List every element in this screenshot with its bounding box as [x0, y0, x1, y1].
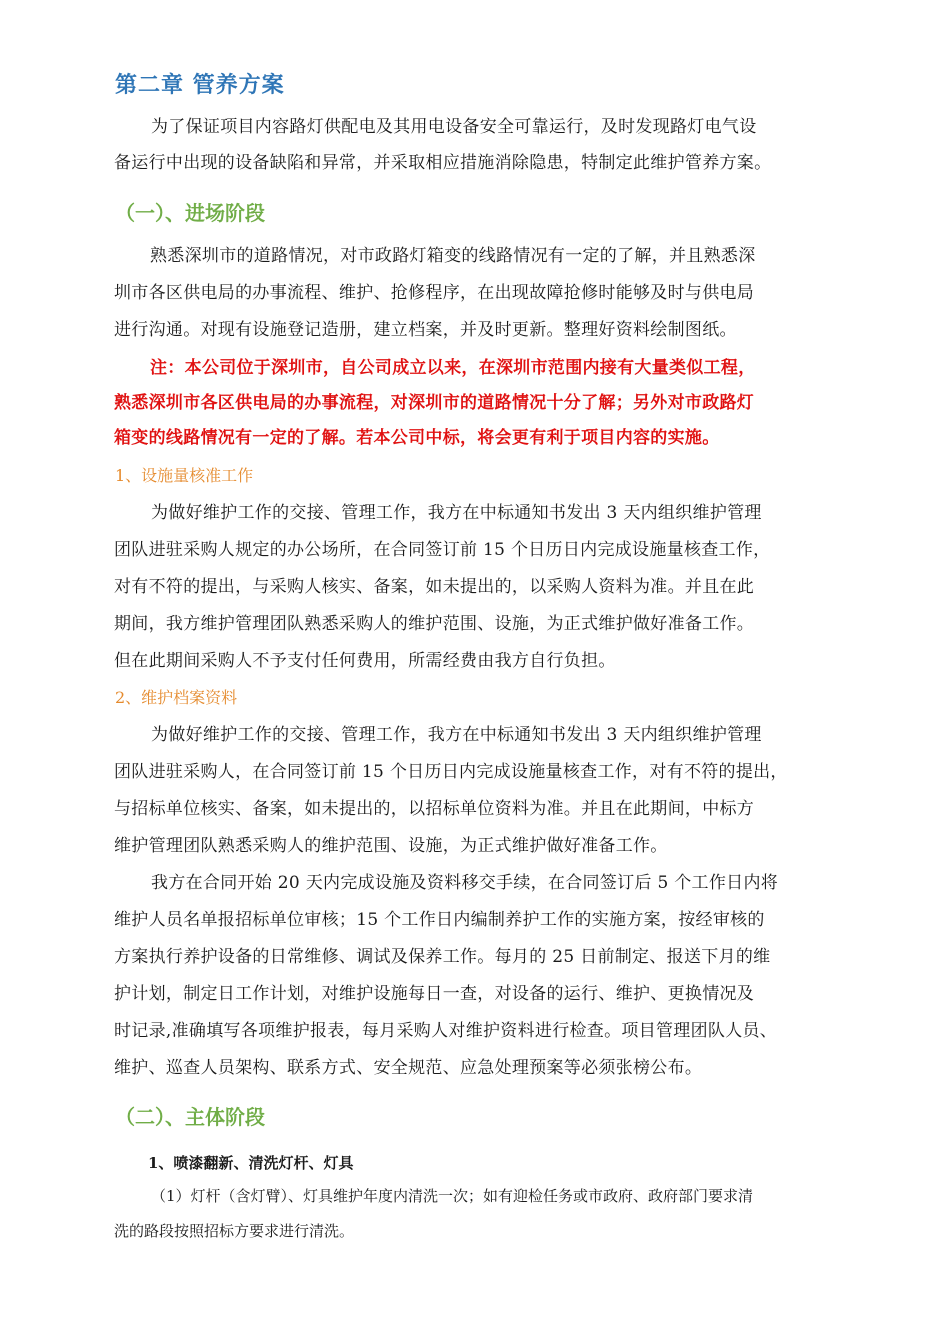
intro-line: 为了保证项目内容路灯供配电及其用电设备安全可靠运行，及时发现路灯电气设 — [151, 117, 757, 137]
paragraph-line: 期间，我方维护管理团队熟悉采购人的维护范围、设施，为正式维护做好准备工作。 — [114, 614, 755, 634]
paragraph-line: 为做好维护工作的交接、管理工作，我方在中标通知书发出 3 天内组织维护管理 — [151, 725, 762, 745]
paragraph-line: 团队进驻采购人规定的办公场所，在合同签订前 15 个日历日内完成设施量核查工作， — [114, 540, 771, 560]
subsection-title: 2、维护档案资料 — [115, 688, 238, 707]
paragraph-line: 护计划，制定日工作计划，对维护设施每日一查，对设备的运行、维护、更换情况及 — [114, 984, 755, 1004]
paragraph-line: 进行沟通。对现有设施登记造册，建立档案，并及时更新。整理好资料绘制图纸。 — [114, 320, 737, 340]
paragraph-line: （1）灯杆（含灯臂）、灯具维护年度内清洗一次；如有迎检任务或市政府、政府部门要求清 — [151, 1187, 754, 1205]
intro-line: 备运行中出现的设备缺陷和异常，并采取相应措施消除隐患，特制定此维护管养方案。 — [114, 153, 772, 173]
section-title: （一）、进场阶段 — [115, 201, 265, 225]
section-title: （二）、主体阶段 — [115, 1105, 265, 1129]
paragraph-line: 维护管理团队熟悉采购人的维护范围、设施，为正式维护做好准备工作。 — [114, 836, 668, 856]
paragraph-line: 方案执行养护设备的日常维修、调试及保养工作。每月的 25 日前制定、报送下月的维 — [114, 947, 771, 967]
note-line: 熟悉深圳市各区供电局的办事流程，对深圳市的道路情况十分了解；另外对市政路灯 — [114, 393, 755, 413]
note-line: 注：本公司位于深圳市，自公司成立以来，在深圳市范围内接有大量类似工程， — [150, 358, 756, 378]
paragraph-line: 时记录,准确填写各项维护报表，每月采购人对维护资料进行检查。项目管理团队人员、 — [114, 1021, 778, 1041]
paragraph-line: 维护、巡查人员架构、联系方式、安全规范、应急处理预案等必须张榜公布。 — [114, 1058, 703, 1078]
paragraph-line: 维护人员名单报招标单位审核；15 个工作日内编制养护工作的实施方案，按经审核的 — [114, 910, 765, 930]
paragraph-line: 我方在合同开始 20 天内完成设施及资料移交手续，在合同签订后 5 个工作日内将 — [151, 873, 779, 893]
paragraph-line: 为做好维护工作的交接、管理工作，我方在中标通知书发出 3 天内组织维护管理 — [151, 503, 762, 523]
paragraph-line: 圳市各区供电局的办事流程、维护、抢修程序，在出现故障抢修时能够及时与供电局 — [114, 283, 755, 303]
note-line: 箱变的线路情况有一定的了解。若本公司中标，将会更有利于项目内容的实施。 — [114, 428, 720, 448]
paragraph-line: 团队进驻采购人，在合同签订前 15 个日历日内完成设施量核查工作，对有不符的提出， — [114, 762, 788, 782]
paragraph-line: 洗的路段按照招标方要求进行清洗。 — [114, 1222, 355, 1240]
paragraph-line: 对有不符的提出，与采购人核实、备案，如未提出的，以采购人资料为准。并且在此 — [114, 577, 755, 597]
paragraph-line: 与招标单位核实、备案，如未提出的，以招标单位资料为准。并且在此期间，中标方 — [114, 799, 755, 819]
paragraph-line: 但在此期间采购人不予支付任何费用，所需经费由我方自行负担。 — [114, 651, 616, 671]
subsection-title: 1、设施量核准工作 — [115, 466, 254, 485]
subsection-title: 1、喷漆翻新、清洗灯杆、灯具 — [148, 1154, 354, 1172]
chapter-title: 第二章 管养方案 — [115, 72, 285, 98]
paragraph-line: 熟悉深圳市的道路情况，对市政路灯箱变的线路情况有一定的了解，并且熟悉深 — [150, 246, 756, 266]
